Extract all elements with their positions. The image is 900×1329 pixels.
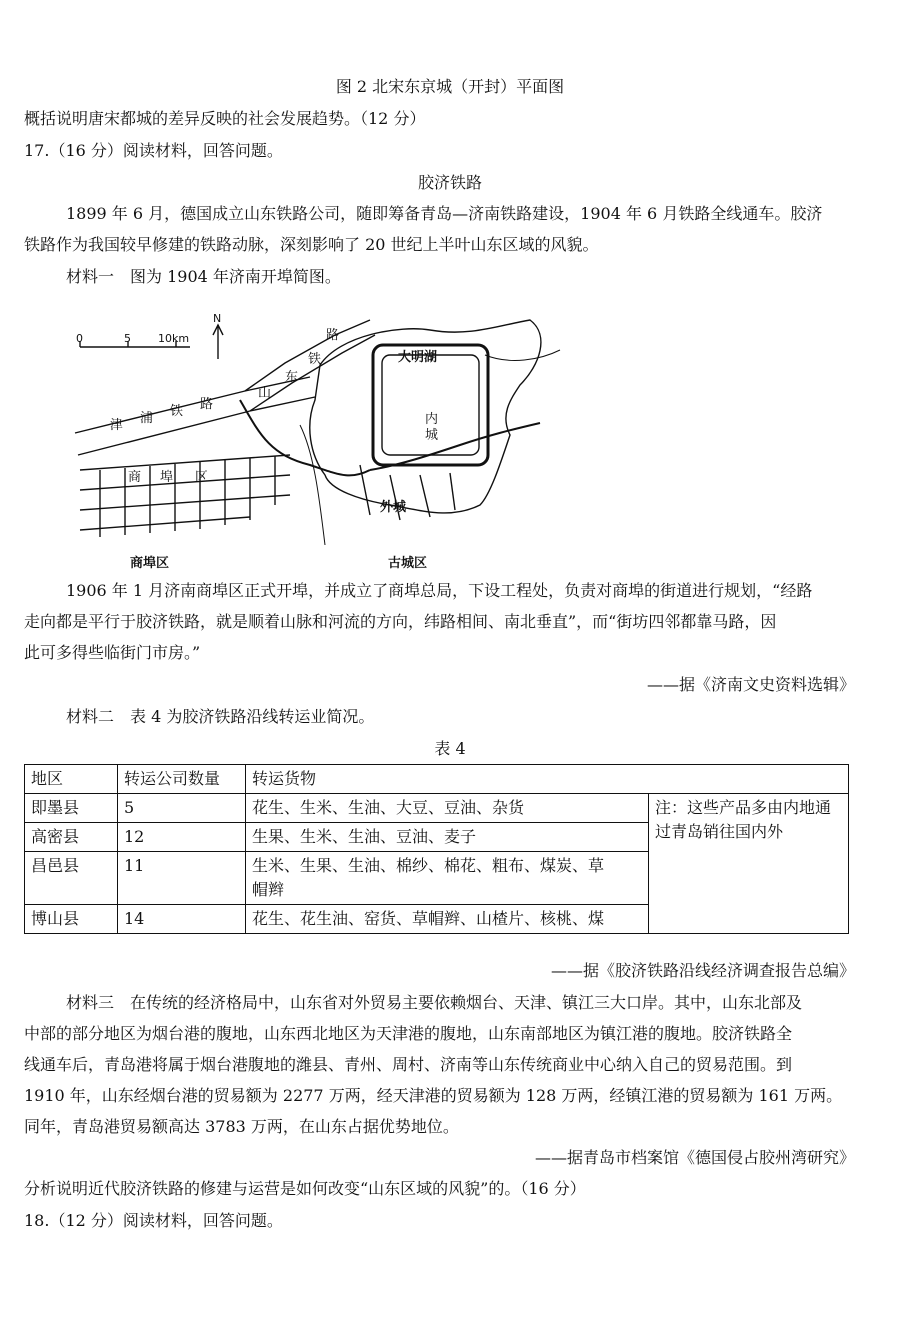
shangbu-inner-1: 商 bbox=[128, 470, 142, 485]
daminghu-label: 大明湖 bbox=[398, 350, 438, 365]
rail-label-shandong-2: 东 bbox=[285, 370, 299, 385]
table-note-line-2: 过青岛销往国内外 bbox=[655, 822, 784, 841]
scale-label-10km: 10km bbox=[158, 332, 190, 345]
cell-count: 11 bbox=[118, 852, 246, 905]
neicheng-label-1: 内 bbox=[425, 412, 439, 427]
table-4 bbox=[24, 764, 849, 934]
material-3-line-5: 同年，青岛港贸易额高达 3783 万两，在山东占据优势地位。 bbox=[24, 1117, 459, 1136]
question-17-prompt: 分析说明近代胶济铁路的修建与运营是如何改变“山东区域的风貌”的。（16 分） bbox=[24, 1179, 586, 1198]
material-2-label: 材料二 表 4 为胶济铁路沿线转运业简况。 bbox=[66, 707, 375, 726]
cell-count: 14 bbox=[118, 905, 246, 934]
scale-label-5: 5 bbox=[124, 332, 131, 345]
jinan-map bbox=[70, 305, 570, 575]
material-2-source: ——据《胶济铁路沿线经济调查报告总编》 bbox=[550, 961, 855, 980]
map-label-gucheng: 古城区 bbox=[388, 556, 428, 571]
material-1-text-3: 此可多得些临街门市房。” bbox=[24, 643, 201, 662]
rail-label-jinpu-2: 浦 bbox=[140, 411, 154, 426]
cell-goods bbox=[246, 852, 649, 905]
cell-area: 高密县 bbox=[25, 823, 118, 852]
cell-goods: 花生、花生油、窑货、草帽辫、山楂片、核桃、煤 bbox=[246, 905, 649, 934]
table-note-line-1: 注：这些产品多由内地通 bbox=[655, 798, 832, 817]
intro-line-1: 1899 年 6 月，德国成立山东铁路公司，随即筹备青岛—济南铁路建设，1904 年 6 月铁路全线通车。胶济 bbox=[66, 204, 823, 223]
material-1-text-1: 1906 年 1 月济南商埠区正式开埠，并成立了商埠总局，下设工程处，负责对商埠的街道进行规划，“经路 bbox=[66, 581, 813, 600]
material-title: 胶济铁路 bbox=[417, 173, 482, 192]
material-3-source: ——据青岛市档案馆《德国侵占胶州湾研究》 bbox=[534, 1148, 855, 1167]
rail-label-jinpu-1: 津 bbox=[110, 418, 124, 433]
material-3-line-2: 中部的部分地区为烟台港的腹地，山东西北地区为天津港的腹地，山东南部地区为镇江港的腹地。胶济铁路全 bbox=[24, 1024, 793, 1043]
table-header-row bbox=[25, 765, 849, 794]
rail-label-shandong-3: 铁 bbox=[308, 352, 322, 367]
rail-label-jinpu-3: 铁 bbox=[170, 404, 184, 419]
scale-label-0: 0 bbox=[76, 332, 83, 345]
material-1-source: ——据《济南文史资料选辑》 bbox=[646, 675, 855, 694]
question-18-header: 18.（12 分）阅读材料，回答问题。 bbox=[24, 1211, 283, 1230]
north-arrow-label: N bbox=[213, 312, 222, 325]
cell-goods-line-1: 生米、生果、生油、棉纱、棉花、粗布、煤炭、草 bbox=[252, 856, 605, 875]
neicheng-label-2: 城 bbox=[425, 428, 439, 443]
map-label-shangbu: 商埠区 bbox=[130, 556, 170, 571]
material-3-line-1: 材料三 在传统的经济格局中，山东省对外贸易主要依赖烟台、天津、镇江三大口岸。其中，山东北部及 bbox=[66, 993, 803, 1012]
intro-line-2: 铁路作为我国较早修建的铁路动脉，深刻影响了 20 世纪上半叶山东区域的风貌。 bbox=[24, 235, 599, 254]
material-3-line-3: 线通车后，青岛港将属于烟台港腹地的潍县、青州、周村、济南等山东传统商业中心纳入自己的贸易范围。到 bbox=[24, 1055, 793, 1074]
cell-count: 5 bbox=[118, 794, 246, 823]
header-goods: 转运货物 bbox=[246, 765, 849, 794]
waicheng-label: 外城 bbox=[380, 500, 407, 515]
rail-label-shandong-1: 山 bbox=[258, 386, 272, 401]
material-1-label: 材料一 图为 1904 年济南开埠简图。 bbox=[66, 267, 341, 286]
rail-label-jinpu-4: 路 bbox=[200, 397, 214, 412]
header-area: 地区 bbox=[25, 765, 118, 794]
shangbu-inner-3: 区 bbox=[195, 470, 209, 485]
question-17-header: 17.（16 分）阅读材料，回答问题。 bbox=[24, 141, 283, 160]
material-1-text-2: 走向都是平行于胶济铁路，就是顺着山脉和河流的方向，纬路相间、南北垂直”，而“街坊四邻都靠马路，因 bbox=[24, 612, 777, 631]
table-note bbox=[649, 794, 849, 934]
cell-goods: 花生、生米、生油、大豆、豆油、杂货 bbox=[246, 794, 649, 823]
cell-area: 昌邑县 bbox=[25, 852, 118, 905]
question-16-prompt: 概括说明唐宋都城的差异反映的社会发展趋势。（12 分） bbox=[24, 109, 426, 128]
table-caption: 表 4 bbox=[434, 739, 466, 758]
figure-caption: 图 2 北宋东京城（开封）平面图 bbox=[335, 77, 565, 96]
material-3-line-4: 1910 年，山东经烟台港的贸易额为 2277 万两，经天津港的贸易额为 128 万两，经镇江港的贸易额为 161 万两。 bbox=[24, 1086, 843, 1105]
header-count: 转运公司数量 bbox=[118, 765, 246, 794]
table-row bbox=[25, 794, 849, 823]
cell-area: 即墨县 bbox=[25, 794, 118, 823]
shangbu-inner-2: 埠 bbox=[160, 470, 174, 485]
rail-label-shandong-4: 路 bbox=[326, 328, 340, 343]
cell-area: 博山县 bbox=[25, 905, 118, 934]
cell-goods-line-2: 帽辫 bbox=[252, 880, 285, 899]
cell-count: 12 bbox=[118, 823, 246, 852]
cell-goods: 生果、生米、生油、豆油、麦子 bbox=[246, 823, 649, 852]
